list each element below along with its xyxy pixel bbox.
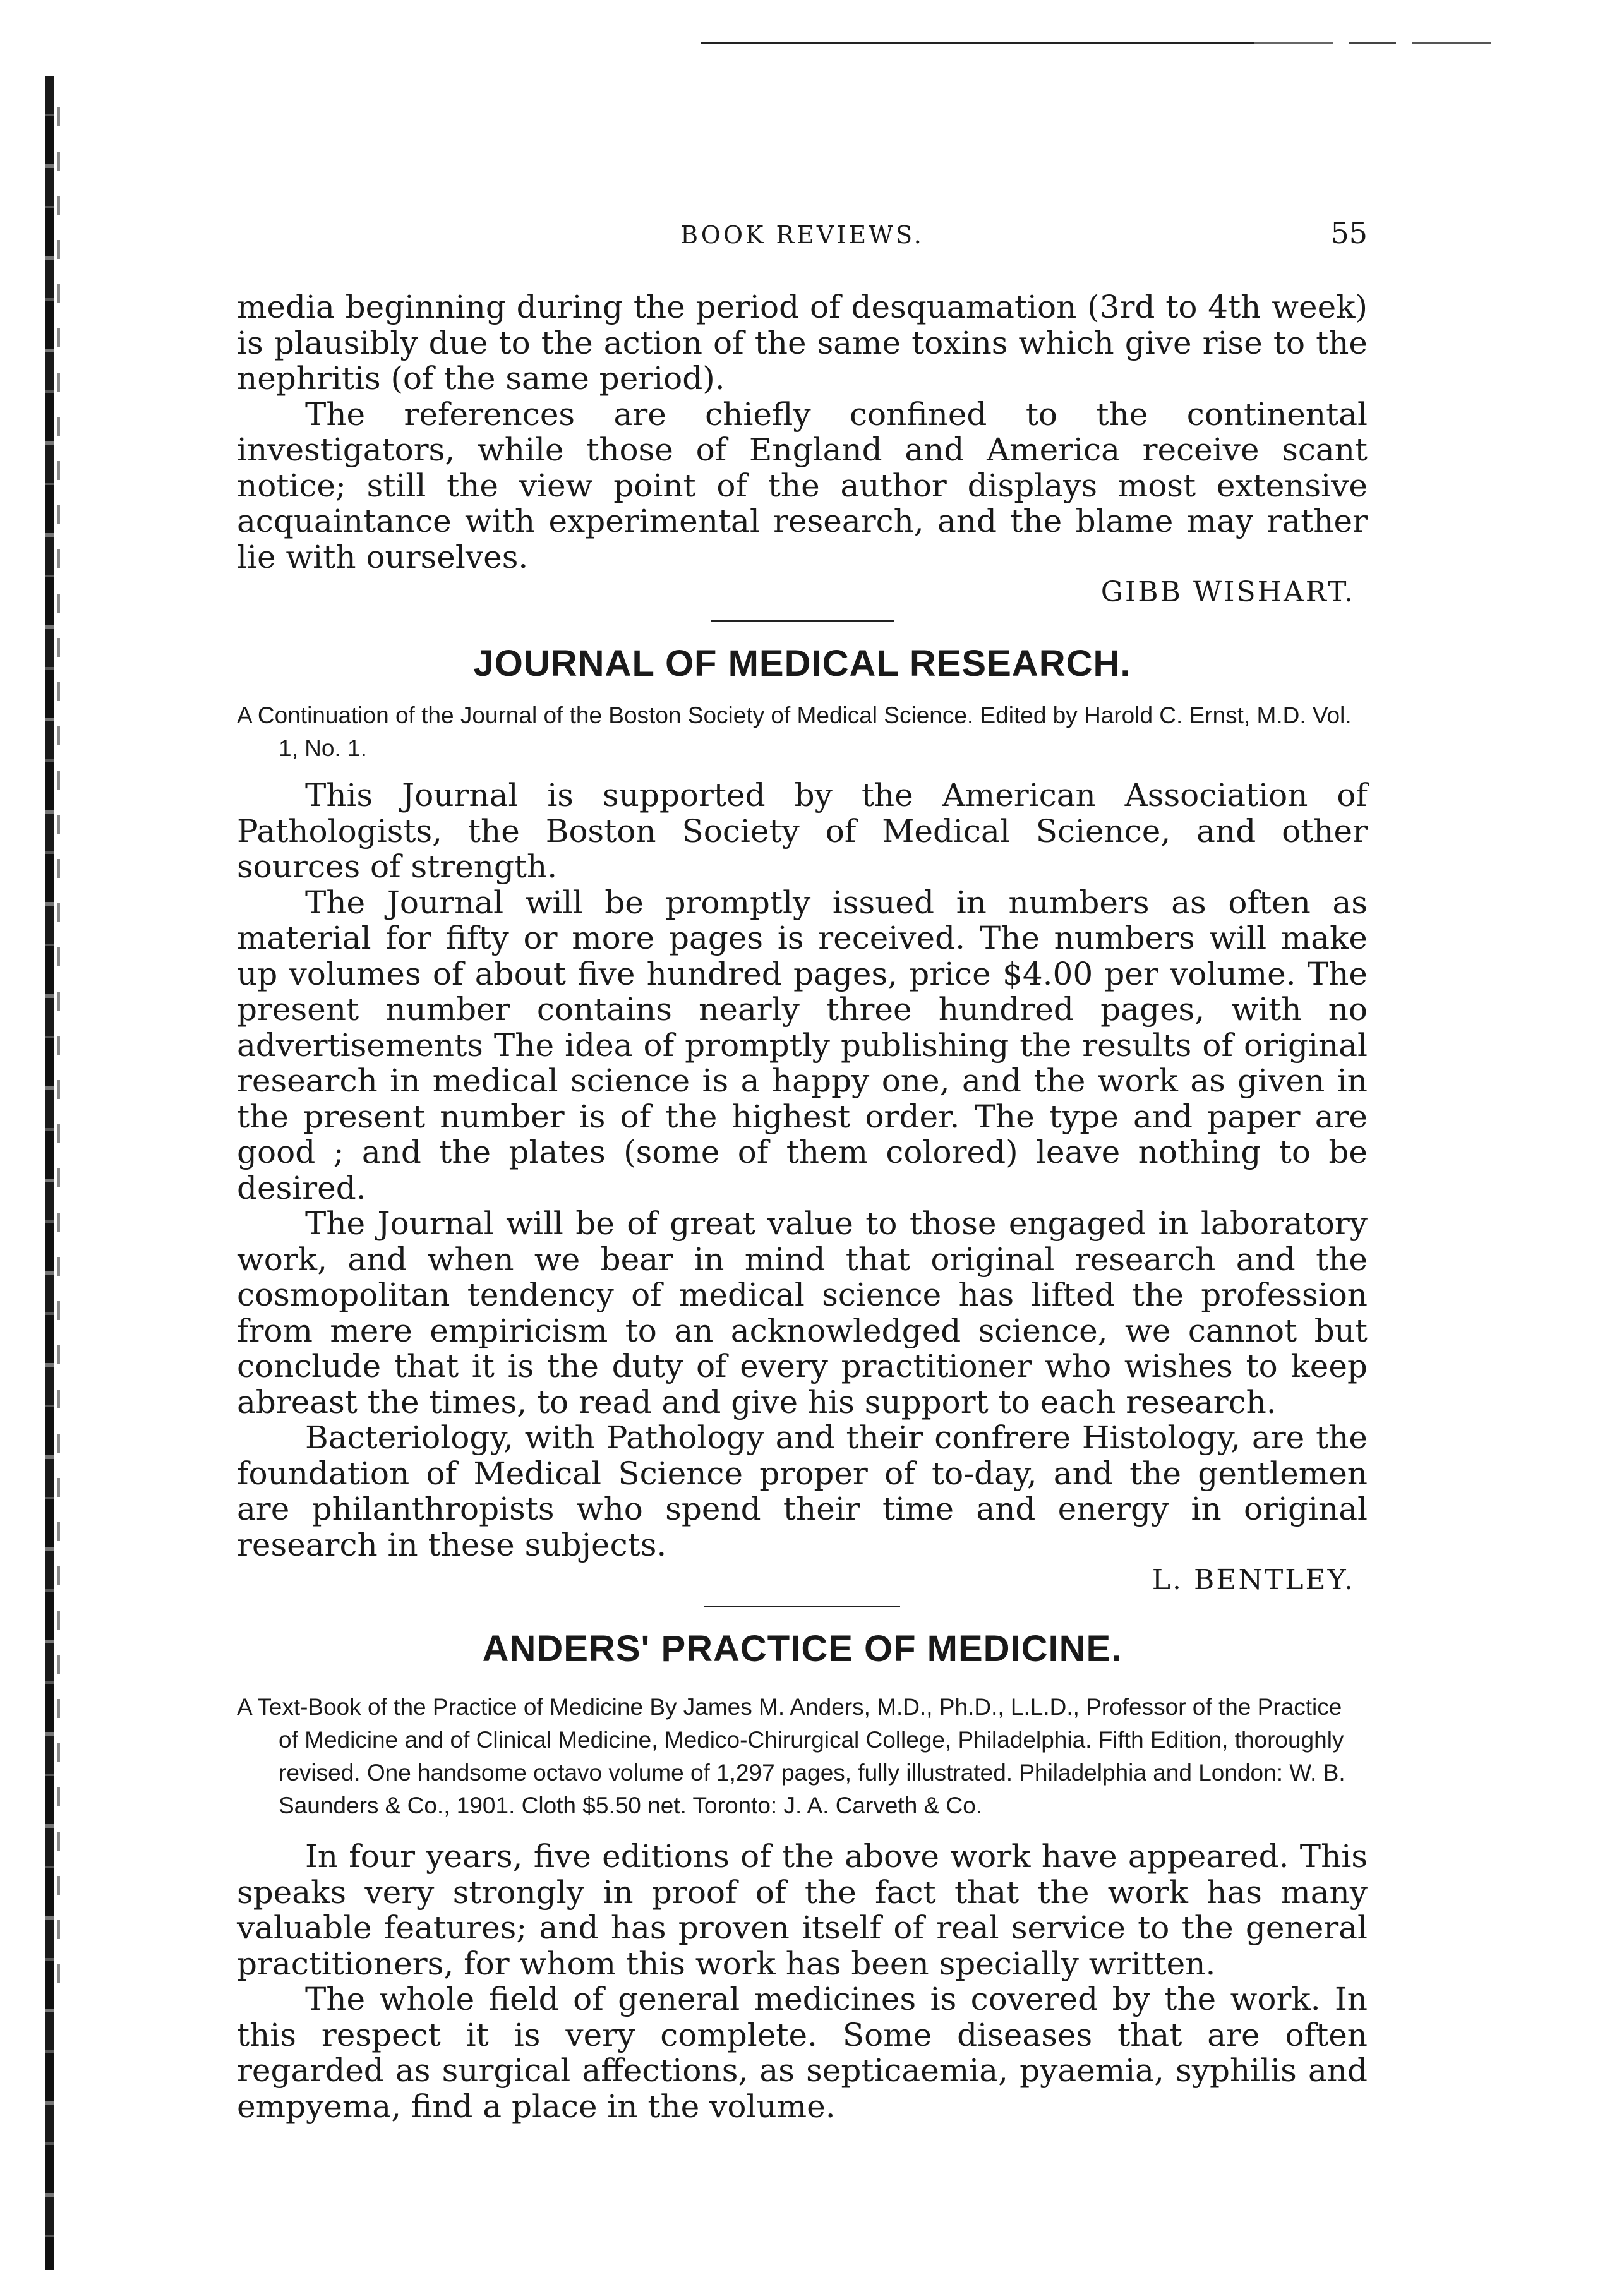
review2-paragraph-1: This Journal is supported by the American Association of Pathologists, the Boston Society of Medical Science, and other sources of strength. — [237, 777, 1368, 885]
binding-gutter-shadow — [57, 107, 60, 2002]
review1-signature: GIBB WISHART. — [1100, 576, 1355, 608]
review2-paragraph-2: The Journal will be promptly issued in numbers as often as material for fifty or more pages is received. The numbers will make up volumes of about five hundred pages, price $4.00 per volume. The present number contains nearly three hundred pages, with no advertisements The idea of promptly publishing the results of original research in medical science is a happy one, and the work as given in the present number is of the highest order. The type and paper are good ; and the plates (some of them colored) leave nothing to be desired. — [237, 884, 1368, 1206]
running-title: BOOK REVIEWS. — [680, 221, 924, 249]
review3-paragraph-2: The whole field of general medicines is covered by the work. In this respect it is very complete. Some diseases that are often regarded as surgical affections, as septicaemia, pyaemia, syphilis and empyema, find a place in the volume. — [237, 1981, 1368, 2125]
review1-paragraph: The references are chiefly confined to the continental investigators, while those of England and America receive scant notice; still the view point of the author displays most extensive acquaintance with experimental research, and the blame may rather lie with ourselves. — [237, 395, 1368, 575]
review2-title: JOURNAL OF MEDICAL RESEARCH. — [473, 643, 1131, 684]
top-rule — [701, 42, 1491, 44]
page-number: 55 — [1330, 216, 1368, 250]
review1-continuation: media beginning during the period of desquamation (3rd to 4th week) is plausibly due to the action of the same toxins which give rise to the nephritis (of the same period). — [237, 289, 1368, 397]
binding-gutter-edge — [45, 76, 54, 2270]
review3-title: ANDERS' PRACTICE OF MEDICINE. — [482, 1628, 1122, 1669]
running-head — [237, 216, 1368, 259]
review2-paragraph-4: Bacteriology, with Pathology and their confrere Histology, are the foundation of Medical Science proper of to-day, and the gentlemen are philanthropists who spend their time and energy in original research in these subjects. — [237, 1419, 1368, 1563]
review3-bibliography: A Text-Book of the Practice of Medicine By James M. Anders, M.D., Ph.D., L.L.D., Professor of the Practice of Medicine and of Clinical Medicine, Medico-Chirurgical College, Philadelphia. Fifth Edition, thoroughly revised. One handsome octavo volume of 1,297 pages, fully illustrated. Philadelphia and London: W. B. Saunders & Co., 1901. Cloth $5.50 net. Toronto: J. A. Carveth & Co. — [237, 1694, 1345, 1818]
review2-bibliography: A Continuation of the Journal of the Boston Society of Medical Science. Edited by Harold C. Ernst, M.D. Vol. 1, No. 1. — [237, 702, 1352, 761]
page-body — [237, 216, 1368, 2125]
review3-paragraph-1: In four years, five editions of the above work have appeared. This speaks very strongly in proof of the fact that the work has many valuable features; and has proven itself of real service to the general practitioners, for whom this work has been specially written. — [237, 1838, 1368, 1982]
review2-signature: L. BENTLEY. — [1152, 1564, 1355, 1596]
review2-paragraph-3: The Journal will be of great value to those engaged in laboratory work, and when we bear in mind that original research and the cosmopolitan tendency of medical science has lifted the profession from mere empiricism to an acknowledged science, we cannot but conclude that it is the duty of every practitioner who wishes to keep abreast the times, to read and give his support to each research. — [237, 1205, 1368, 1420]
